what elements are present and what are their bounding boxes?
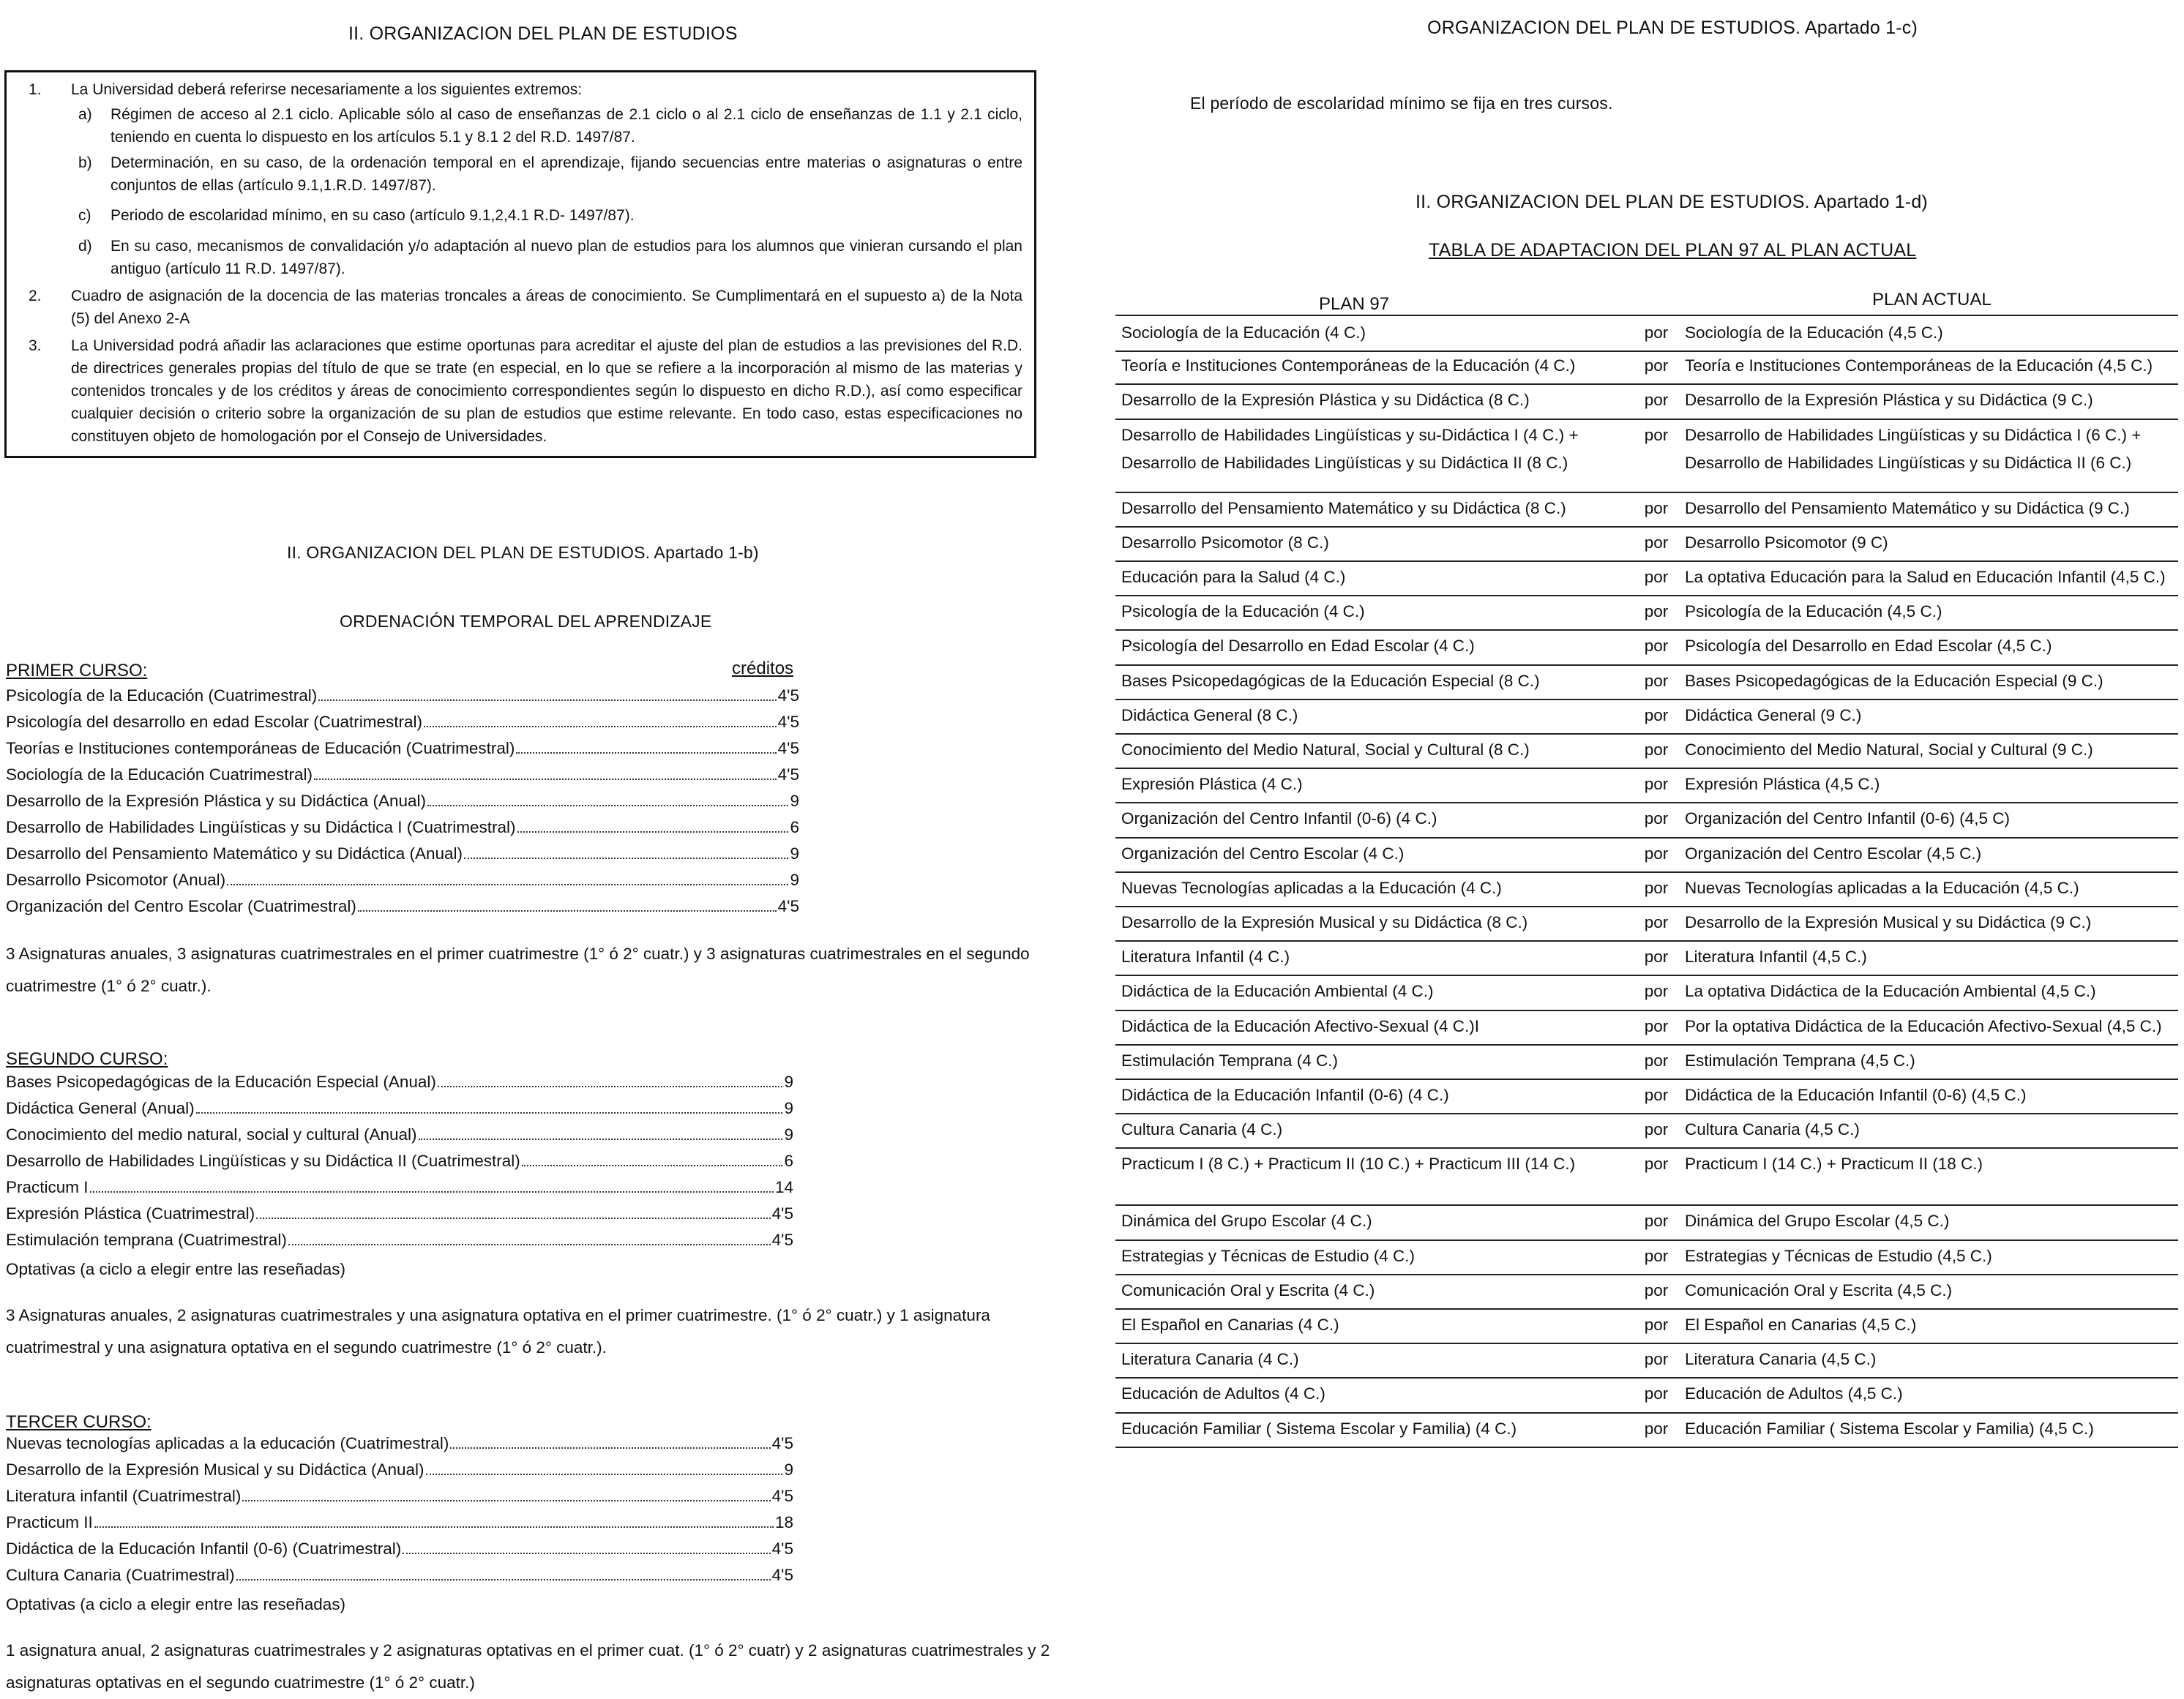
table-row bbox=[1115, 1343, 2178, 1379]
segundo-curso-title: SEGUNDO CURSO: bbox=[6, 1049, 168, 1069]
old-subject-cell: Literatura Infantil (4 C.) bbox=[1121, 948, 1290, 967]
course-row bbox=[6, 1539, 793, 1566]
section-c-header: ORGANIZACION DEL PLAN DE ESTUDIOS. Apartado 1-c) bbox=[1427, 18, 1918, 38]
new-subject-cell: Literatura Canaria (4,5 C.) bbox=[1685, 1350, 1877, 1369]
old-subject-cell: El Español en Canarias (4 C.) bbox=[1121, 1316, 1339, 1334]
table-row bbox=[1115, 1274, 2178, 1310]
table-row bbox=[1115, 699, 2178, 735]
course-credits: 14 bbox=[774, 1178, 793, 1196]
por-cell: por bbox=[1644, 913, 1669, 931]
old-subject-cell: Desarrollo de Habilidades Lingüísticas y su-Didáctica I (4 C.) + Desarrollo de Habilidades Lingüísticas y su Didáctica II (8 C.) bbox=[1121, 425, 1579, 472]
old-subject-cell: Comunicación Oral y Escrita (4 C.) bbox=[1121, 1280, 1375, 1299]
new-subject-cell: Estimulación Temprana (4,5 C.) bbox=[1685, 1051, 1915, 1070]
course-credits: 9 bbox=[784, 1099, 793, 1117]
new-subject-cell: Organización del Centro Infantil (0-6) (4,5 C) bbox=[1685, 809, 2010, 828]
table-row bbox=[1115, 629, 2178, 665]
old-subject-cell: Organización del Centro Infantil (0-6) (4 C.) bbox=[1121, 809, 1437, 828]
course-credits: 9 bbox=[790, 792, 799, 810]
table-row bbox=[1115, 1239, 2178, 1275]
course-row bbox=[6, 897, 799, 923]
course-row bbox=[6, 713, 799, 739]
course-credits: 4'5 bbox=[771, 1434, 793, 1452]
course-row bbox=[6, 1487, 793, 1513]
leader-dots bbox=[522, 1165, 783, 1166]
course-row bbox=[6, 1231, 793, 1257]
table-row bbox=[1115, 349, 2178, 385]
leader-dots bbox=[94, 1526, 774, 1528]
old-subject-cell: Cultura Canaria (4 C.) bbox=[1121, 1120, 1283, 1139]
leader-dots bbox=[242, 1500, 770, 1501]
course-credits: 4'5 bbox=[771, 1566, 793, 1584]
por-cell: por bbox=[1644, 1155, 1669, 1174]
por-cell: por bbox=[1644, 1384, 1669, 1403]
leader-dots bbox=[464, 858, 788, 859]
sub-letter: b) bbox=[78, 154, 92, 171]
old-subject-cell: Didáctica de la Educación Afectivo-Sexual (4 C.)I bbox=[1121, 1016, 1479, 1035]
course-row bbox=[6, 686, 799, 713]
course-name: Desarrollo de la Expresión Plástica y su Didáctica (Anual) bbox=[6, 792, 427, 810]
new-subject-cell: Practicum I (14 C.) + Practicum II (18 C.) bbox=[1685, 1155, 1983, 1174]
old-subject-cell: Literatura Canaria (4 C.) bbox=[1121, 1350, 1299, 1369]
sub-text: Periodo de escolaridad mínimo, en su caso (artículo 9.1,2,4.1 R.D- 1497/87). bbox=[111, 207, 635, 224]
table-row bbox=[1115, 560, 2178, 596]
old-subject-cell: Psicología del Desarrollo en Edad Escolar (4 C.) bbox=[1121, 637, 1475, 656]
por-cell: por bbox=[1644, 844, 1669, 863]
por-cell: por bbox=[1644, 1316, 1669, 1334]
course-credits: 9 bbox=[790, 871, 799, 889]
new-subject-cell: Nuevas Tecnologías aplicadas a la Educación (4,5 C.) bbox=[1685, 878, 2079, 897]
tercer-optativas: Optativas (a ciclo a elegir entre las reseñadas) bbox=[6, 1595, 345, 1613]
course-name: Desarrollo de Habilidades Lingüísticas y su Didáctica II (Cuatrimestral) bbox=[6, 1152, 520, 1170]
new-subject-cell: Psicología de la Educación (4,5 C.) bbox=[1685, 602, 1942, 621]
new-subject-cell: Didáctica de la Educación Infantil (0-6) (4,5 C.) bbox=[1685, 1086, 2027, 1104]
tercer-curso-title: TERCER CURSO: bbox=[6, 1412, 152, 1432]
table-row bbox=[1115, 768, 2178, 803]
new-subject-cell: Expresión Plástica (4,5 C.) bbox=[1685, 775, 1880, 794]
course-name: Conocimiento del medio natural, social y cultural (Anual) bbox=[6, 1125, 417, 1144]
course-row bbox=[6, 1178, 793, 1204]
por-cell: por bbox=[1644, 391, 1669, 410]
table-row bbox=[1115, 1010, 2178, 1046]
course-name: Cultura Canaria (Cuatrimestral) bbox=[6, 1566, 235, 1584]
table-row bbox=[1115, 419, 2178, 493]
table-row bbox=[1115, 383, 2178, 419]
old-subject-cell: Expresión Plástica (4 C.) bbox=[1121, 775, 1303, 794]
course-row bbox=[6, 1152, 793, 1178]
course-credits: 4'5 bbox=[777, 686, 799, 705]
course-name: Psicología del desarrollo en edad Escolar (Cuatrimestral) bbox=[6, 713, 423, 731]
note-text: Cuadro de asignación de la docencia de las materias troncales a áreas de conocimiento. Se Cumplimentará en el supuesto a) de la Nota (5) del Anexo 2-A bbox=[71, 288, 1022, 327]
por-cell: por bbox=[1644, 498, 1669, 517]
old-subject-cell: Psicología de la Educación (4 C.) bbox=[1121, 602, 1365, 621]
por-cell: por bbox=[1644, 356, 1669, 375]
course-credits: 4'5 bbox=[771, 1487, 793, 1505]
old-subject-cell: Estrategias y Técnicas de Estudio (4 C.) bbox=[1121, 1246, 1416, 1265]
course-credits: 4'5 bbox=[777, 897, 799, 915]
course-credits: 18 bbox=[774, 1513, 793, 1531]
new-subject-cell: Cultura Canaria (4,5 C.) bbox=[1685, 1120, 1860, 1139]
por-cell: por bbox=[1644, 671, 1669, 690]
tabla-title: TABLA DE ADAPTACION DEL PLAN 97 AL PLAN ACTUAL bbox=[1429, 240, 1917, 260]
new-subject-cell: La optativa Educación para la Salud en Educación Infantil (4,5 C.) bbox=[1685, 568, 2166, 586]
por-cell: por bbox=[1644, 323, 1669, 342]
course-name: Desarrollo Psicomotor (Anual) bbox=[6, 871, 226, 889]
leader-dots bbox=[196, 1112, 783, 1114]
table-row bbox=[1115, 1308, 2178, 1344]
course-row bbox=[6, 871, 799, 897]
course-name: Desarrollo de la Expresión Musical y su Didáctica (Anual) bbox=[6, 1460, 425, 1479]
por-cell: por bbox=[1644, 1419, 1669, 1438]
por-cell: por bbox=[1644, 809, 1669, 828]
new-subject-cell: Bases Psicopedagógicas de la Educación Especial (9 C.) bbox=[1685, 671, 2103, 690]
por-cell: por bbox=[1644, 982, 1669, 1001]
course-row bbox=[6, 844, 799, 871]
new-subject-cell: Conocimiento del Medio Natural, Social y Cultural (9 C.) bbox=[1685, 740, 2093, 759]
table-row bbox=[1115, 1147, 2178, 1206]
course-credits: 4'5 bbox=[771, 1204, 793, 1223]
por-cell: por bbox=[1644, 740, 1669, 759]
course-row bbox=[6, 1204, 793, 1231]
col-header-plan-actual: PLAN ACTUAL bbox=[1872, 290, 1992, 310]
sub-letter: c) bbox=[78, 207, 91, 224]
segundo-optativas: Optativas (a ciclo a elegir entre las reseñadas) bbox=[6, 1260, 345, 1278]
leader-dots bbox=[358, 910, 777, 912]
por-cell: por bbox=[1644, 1280, 1669, 1299]
old-subject-cell: Desarrollo de la Expresión Musical y su Didáctica (8 C.) bbox=[1121, 913, 1528, 931]
new-subject-cell: Estrategias y Técnicas de Estudio (4,5 C.) bbox=[1685, 1246, 1992, 1265]
table-row bbox=[1115, 1113, 2178, 1149]
segundo-curso-summary: 3 Asignaturas anuales, 2 asignaturas cuatrimestrales y una asignatura optativa en el primer cuatrimestre. (1° ó 2° cuatr.) y 1 asignatura cuatrimestral y una asignatura optativa en el segundo cuatrimestre (1° ó 2° cuatr.). bbox=[6, 1306, 990, 1357]
por-cell: por bbox=[1644, 1246, 1669, 1265]
course-row bbox=[6, 1125, 793, 1152]
old-subject-cell: Teoría e Instituciones Contemporáneas de la Educación (4 C.) bbox=[1121, 356, 1576, 375]
new-subject-cell: Psicología del Desarrollo en Edad Escolar (4,5 C.) bbox=[1685, 637, 2052, 656]
old-subject-cell: Educación de Adultos (4 C.) bbox=[1121, 1384, 1325, 1403]
new-subject-cell: Educación de Adultos (4,5 C.) bbox=[1685, 1384, 1903, 1403]
new-subject-cell: La optativa Didáctica de la Educación Ambiental (4,5 C.) bbox=[1685, 982, 2096, 1001]
old-subject-cell: Didáctica General (8 C.) bbox=[1121, 705, 1298, 724]
table-row bbox=[1115, 940, 2178, 976]
sub-text: En su caso, mecanismos de convalidación y/o adaptación al nuevo plan de estudios para los alumnos que vinieran cursando el plan antiguo (artículo 11 R.D. 1497/87). bbox=[111, 238, 1022, 277]
course-row bbox=[6, 739, 799, 765]
old-subject-cell: Didáctica de la Educación Ambiental (4 C.) bbox=[1121, 982, 1434, 1001]
table-row bbox=[1115, 526, 2178, 562]
new-subject-cell: Educación Familiar ( Sistema Escolar y Familia) (4,5 C.) bbox=[1685, 1419, 2094, 1438]
note-text: La Universidad deberá referirse necesariamente a los siguientes extremos: bbox=[71, 81, 583, 98]
leader-dots bbox=[419, 1139, 783, 1140]
new-subject-cell: Literatura Infantil (4,5 C.) bbox=[1685, 948, 1867, 967]
course-row bbox=[6, 1073, 793, 1099]
por-cell: por bbox=[1644, 533, 1669, 552]
primer-curso-summary: 3 Asignaturas anuales, 3 asignaturas cuatrimestrales en el primer cuatrimestre (1° ó 2° cuatr.) y 3 asignaturas cuatrimestrales en el segundo cuatrimestre (1° ó 2° cuatr.). bbox=[6, 945, 1030, 995]
por-cell: por bbox=[1644, 1350, 1669, 1369]
new-subject-cell: Dinámica del Grupo Escolar (4,5 C.) bbox=[1685, 1212, 1950, 1231]
new-subject-cell: Desarrollo de Habilidades Lingüísticas y su Didáctica I (6 C.) + Desarrollo de Habilidades Lingüísticas y su Didáctica II (6 C.) bbox=[1685, 425, 2142, 472]
table-row bbox=[1115, 1044, 2178, 1080]
course-name: Sociología de la Educación Cuatrimestral) bbox=[6, 765, 313, 784]
course-row bbox=[6, 1434, 793, 1460]
por-cell: por bbox=[1644, 637, 1669, 656]
section-b-header: II. ORGANIZACION DEL PLAN DE ESTUDIOS. Apartado 1-b) bbox=[287, 543, 759, 562]
old-subject-cell: Educación para la Salud (4 C.) bbox=[1121, 568, 1346, 586]
leader-dots bbox=[424, 726, 777, 727]
course-credits: 4'5 bbox=[777, 765, 799, 784]
tercer-curso-list bbox=[6, 1434, 793, 1592]
course-row bbox=[6, 818, 799, 844]
course-credits: 9 bbox=[784, 1460, 793, 1479]
table-row bbox=[1115, 595, 2178, 631]
page-header: II. ORGANIZACION DEL PLAN DE ESTUDIOS bbox=[348, 23, 738, 44]
ordenacion-title: ORDENACIÓN TEMPORAL DEL APRENDIZAJE bbox=[340, 612, 712, 631]
table-row bbox=[1115, 975, 2178, 1010]
course-row bbox=[6, 1513, 793, 1539]
course-name: Didáctica de la Educación Infantil (0-6) (Cuatrimestral) bbox=[6, 1539, 402, 1558]
course-name: Organización del Centro Escolar (Cuatrimestral) bbox=[6, 897, 356, 915]
new-subject-cell: Desarrollo de la Expresión Musical y su Didáctica (9 C.) bbox=[1685, 913, 2092, 931]
leader-dots bbox=[318, 700, 776, 701]
leader-dots bbox=[314, 779, 777, 780]
sub-text: Determinación, en su caso, de la ordenación temporal en el aprendizaje, fijando secuencias entre materias o asignaturas o entre conjuntos de ellas (artículo 9.1,1.R.D. 1497/87). bbox=[111, 154, 1022, 194]
leader-dots bbox=[288, 1244, 771, 1245]
course-name: Expresión Plástica (Cuatrimestral) bbox=[6, 1204, 255, 1223]
table-row bbox=[1115, 1377, 2178, 1413]
leader-dots bbox=[236, 1579, 771, 1580]
new-subject-cell: Organización del Centro Escolar (4,5 C.) bbox=[1685, 844, 1982, 863]
por-cell: por bbox=[1644, 602, 1669, 621]
new-subject-cell: El Español en Canarias (4,5 C.) bbox=[1685, 1316, 1917, 1334]
table-row bbox=[1115, 492, 2178, 528]
old-subject-cell: Bases Psicopedagógicas de la Educación Especial (8 C.) bbox=[1121, 671, 1540, 690]
leader-dots bbox=[516, 752, 776, 754]
creditos-header: créditos bbox=[732, 659, 794, 678]
tercer-curso-summary: 1 asignatura anual, 2 asignaturas cuatrimestrales y 2 asignaturas optativas en el primer cuat. (1° ó 2° cuatr) y 2 asignaturas cuatrimestrales y 2 asignaturas optativas en el segundo cuatrimestre (1° ó 2° cuatr.) bbox=[6, 1641, 1050, 1692]
course-name: Practicum I bbox=[6, 1178, 89, 1196]
old-subject-cell: Desarrollo de la Expresión Plástica y su Didáctica (8 C.) bbox=[1121, 391, 1530, 410]
table-row bbox=[1115, 1412, 2178, 1448]
old-subject-cell: Educación Familiar ( Sistema Escolar y Familia) (4 C.) bbox=[1121, 1419, 1517, 1438]
primer-curso-list bbox=[6, 686, 799, 923]
old-subject-cell: Organización del Centro Escolar (4 C.) bbox=[1121, 844, 1405, 863]
course-name: Bases Psicopedagógicas de la Educación Especial (Anual) bbox=[6, 1073, 436, 1091]
old-subject-cell: Dinámica del Grupo Escolar (4 C.) bbox=[1121, 1212, 1372, 1231]
note-number: 3. bbox=[29, 337, 42, 354]
new-subject-cell: Desarrollo Psicomotor (9 C) bbox=[1685, 533, 1888, 552]
table-row bbox=[1115, 664, 2178, 700]
leader-dots bbox=[427, 805, 788, 806]
por-cell: por bbox=[1644, 1051, 1669, 1070]
instructions-box bbox=[4, 70, 1036, 458]
leader-dots bbox=[90, 1191, 774, 1193]
note-text: La Universidad podrá añadir las aclaraciones que estime oportunas para acreditar el ajuste del plan de estudios a las previsiones del R.D. de directrices generales propias del título de que se trate (en especial, en lo que se refiere a la incorporación al mismo de las materias y contenidos troncales y de los créditos y áreas de conocimiento correspondientes según lo dispuesto en dicho R.D.), así como especificar cualquier decisión o criterio sobre la organización de su plan de estudios que estime relevante. En todo caso, estas especificaciones no constituyen objeto de homologación por el Consejo de Universidades. bbox=[71, 337, 1022, 445]
old-subject-cell: Practicum I (8 C.) + Practicum II (10 C.) + Practicum III (14 C.) bbox=[1121, 1155, 1576, 1174]
table-row bbox=[1115, 315, 2178, 352]
segundo-curso-list bbox=[6, 1073, 793, 1257]
course-credits: 9 bbox=[784, 1073, 793, 1091]
course-credits: 4'5 bbox=[777, 713, 799, 731]
por-cell: por bbox=[1644, 948, 1669, 967]
course-credits: 4'5 bbox=[771, 1231, 793, 1249]
table-row bbox=[1115, 802, 2178, 838]
course-name: Practicum II bbox=[6, 1513, 93, 1531]
por-cell: por bbox=[1644, 1212, 1669, 1231]
por-cell: por bbox=[1644, 425, 1669, 444]
leader-dots bbox=[403, 1553, 770, 1554]
course-credits: 4'5 bbox=[777, 739, 799, 757]
new-subject-cell: Sociología de la Educación (4,5 C.) bbox=[1685, 323, 1943, 342]
leader-dots bbox=[227, 884, 788, 885]
table-row bbox=[1115, 837, 2178, 873]
periodo-text: El período de escolaridad mínimo se fija en tres cursos. bbox=[1190, 94, 1613, 113]
section-d-header: II. ORGANIZACION DEL PLAN DE ESTUDIOS. Apartado 1-d) bbox=[1416, 192, 1928, 212]
course-credits: 9 bbox=[784, 1125, 793, 1144]
note-number: 1. bbox=[29, 81, 42, 98]
por-cell: por bbox=[1644, 1086, 1669, 1104]
new-subject-cell: Por la optativa Didáctica de la Educación Afectivo-Sexual (4,5 C.) bbox=[1685, 1016, 2162, 1035]
course-name: Desarrollo del Pensamiento Matemático y su Didáctica (Anual) bbox=[6, 844, 463, 863]
old-subject-cell: Nuevas Tecnologías aplicadas a la Educación (4 C.) bbox=[1121, 878, 1502, 897]
course-credits: 9 bbox=[790, 844, 799, 863]
course-row bbox=[6, 1566, 793, 1592]
old-subject-cell: Conocimiento del Medio Natural, Social y Cultural (8 C.) bbox=[1121, 740, 1530, 759]
sub-text: Régimen de acceso al 2.1 ciclo. Aplicable sólo al caso de enseñanzas de 2.1 ciclo o al 2.1 ciclo de enseñanzas de 1.1 y 2.1 ciclo, teniendo en cuenta lo dispuesto en los artículos 5.1 y 8.1 2 del R.D. 1497/87. bbox=[111, 106, 1022, 146]
course-credits: 6 bbox=[784, 1152, 793, 1170]
course-name: Nuevas tecnologías aplicadas a la educación (Cuatrimestral) bbox=[6, 1434, 449, 1452]
table-row bbox=[1115, 871, 2178, 907]
course-row bbox=[6, 765, 799, 792]
course-name: Literatura infantil (Cuatrimestral) bbox=[6, 1487, 242, 1505]
course-credits: 4'5 bbox=[771, 1539, 793, 1558]
old-subject-cell: Didáctica de la Educación Infantil (0-6) (4 C.) bbox=[1121, 1086, 1449, 1104]
leader-dots bbox=[450, 1447, 770, 1449]
leader-dots bbox=[438, 1086, 783, 1087]
old-subject-cell: Desarrollo del Pensamiento Matemático y su Didáctica (8 C.) bbox=[1121, 498, 1566, 517]
new-subject-cell: Desarrollo de la Expresión Plástica y su Didáctica (9 C.) bbox=[1685, 391, 2093, 410]
course-name: Teorías e Instituciones contemporáneas de Educación (Cuatrimestral) bbox=[6, 739, 515, 757]
sub-letter: a) bbox=[78, 106, 92, 123]
new-subject-cell: Teoría e Instituciones Contemporáneas de la Educación (4,5 C.) bbox=[1685, 356, 2153, 375]
por-cell: por bbox=[1644, 775, 1669, 794]
leader-dots bbox=[256, 1218, 771, 1219]
course-row bbox=[6, 1099, 793, 1125]
old-subject-cell: Estimulación Temprana (4 C.) bbox=[1121, 1051, 1338, 1070]
por-cell: por bbox=[1644, 705, 1669, 724]
leader-dots bbox=[426, 1474, 783, 1475]
old-subject-cell: Sociología de la Educación (4 C.) bbox=[1121, 323, 1366, 342]
por-cell: por bbox=[1644, 1016, 1669, 1035]
new-subject-cell: Comunicación Oral y Escrita (4,5 C.) bbox=[1685, 1280, 1953, 1299]
table-row bbox=[1115, 733, 2178, 769]
table-row bbox=[1115, 1204, 2178, 1240]
por-cell: por bbox=[1644, 568, 1669, 586]
course-row bbox=[6, 1460, 793, 1487]
old-subject-cell: Desarrollo Psicomotor (8 C.) bbox=[1121, 533, 1329, 552]
leader-dots bbox=[517, 831, 789, 833]
course-name: Estimulación temprana (Cuatrimestral) bbox=[6, 1231, 287, 1249]
table-row bbox=[1115, 1079, 2178, 1114]
por-cell: por bbox=[1644, 1120, 1669, 1139]
por-cell: por bbox=[1644, 878, 1669, 897]
course-row bbox=[6, 792, 799, 818]
course-credits: 6 bbox=[790, 818, 799, 836]
course-name: Psicología de la Educación (Cuatrimestral) bbox=[6, 686, 318, 705]
sub-letter: d) bbox=[78, 238, 92, 255]
course-name: Desarrollo de Habilidades Lingüísticas y su Didáctica I (Cuatrimestral) bbox=[6, 818, 516, 836]
col-header-plan97: PLAN 97 bbox=[1319, 294, 1390, 314]
note-number: 2. bbox=[29, 288, 42, 304]
table-row bbox=[1115, 906, 2178, 942]
new-subject-cell: Didáctica General (9 C.) bbox=[1685, 705, 1862, 724]
course-name: Didáctica General (Anual) bbox=[6, 1099, 195, 1117]
primer-curso-title: PRIMER CURSO: bbox=[6, 661, 148, 680]
new-subject-cell: Desarrollo del Pensamiento Matemático y su Didáctica (9 C.) bbox=[1685, 498, 2130, 517]
